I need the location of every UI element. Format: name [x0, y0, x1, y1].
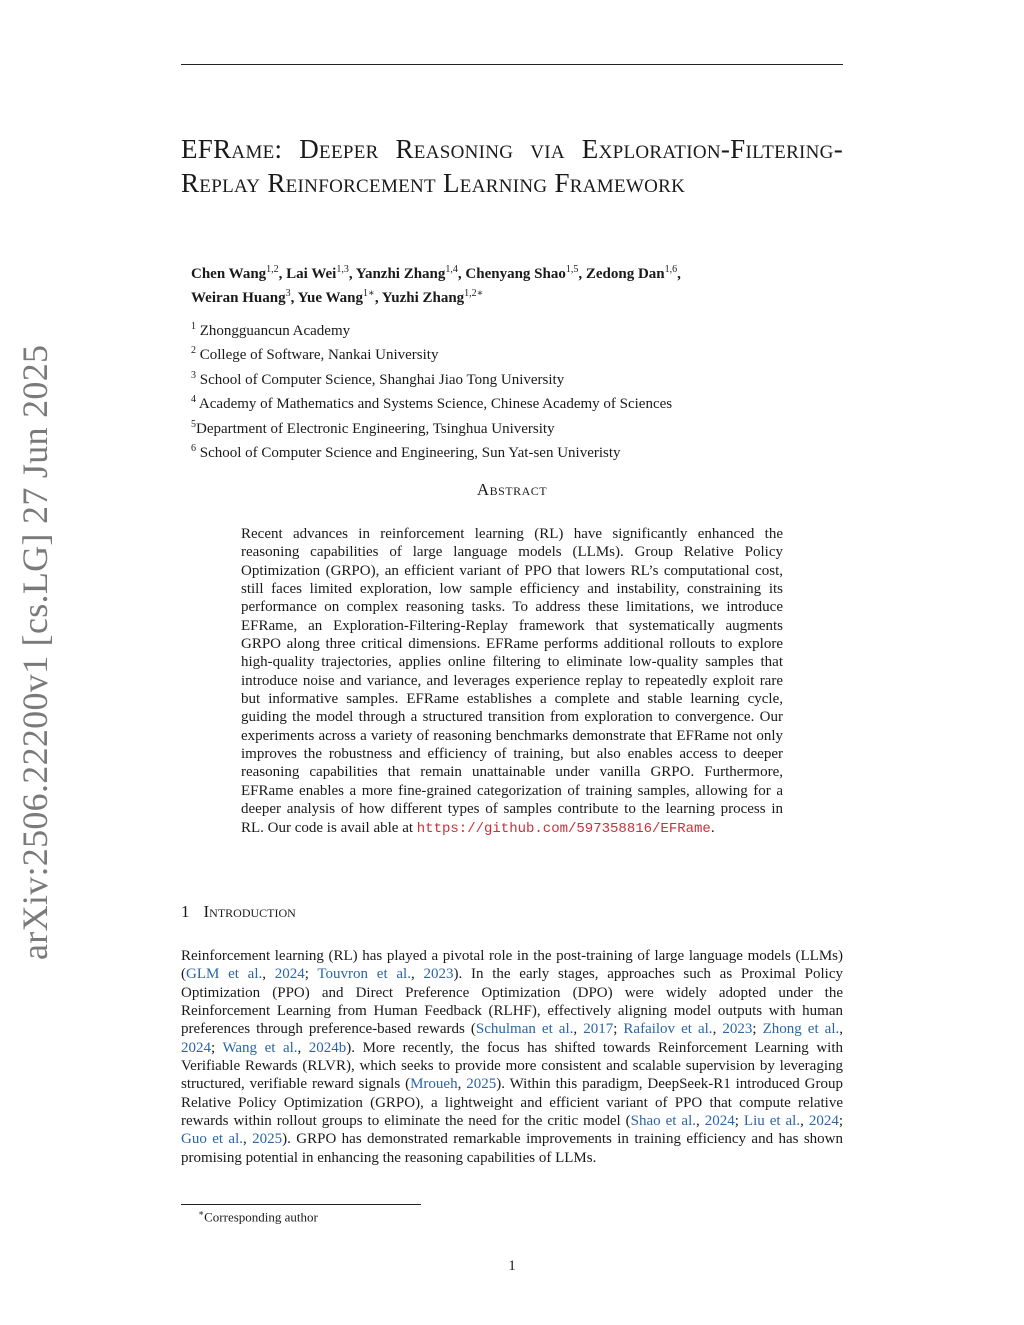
affiliation-number: 4	[191, 394, 196, 406]
affiliation-text: Academy of Mathematics and Systems Science, Chinese Academy of Sciences	[196, 396, 673, 413]
intro-text: ,	[573, 1021, 584, 1038]
intro-text: ,	[297, 1039, 309, 1056]
affiliation-number: 1	[191, 321, 196, 332]
citation-link[interactable]: Schulman et al.	[475, 1021, 574, 1038]
author-affiliation-mark: 1,5	[565, 264, 579, 275]
affiliation-number: 3	[191, 369, 196, 381]
intro-text: ). In the early stages, approaches such as Proximal Policy Optimization (PPO) and Direct Preference Optimization (DPO) were widely adopted under the Reinforcement Learning from Human Feedback (RLHF), effectively aligning model outputs with human preferences through preference-based rewards (	[181, 966, 844, 1038]
citation-link[interactable]: 2024	[181, 1039, 211, 1056]
citation-link[interactable]: 2023	[722, 1021, 753, 1038]
intro-text: ). More recently, the focus has shifted towards Reinforcement Learning with Verifiable Rewards (RLVR), which seeks to provide more consistent and scalable supervision by leveraging structured, verifiable reward signals (	[181, 1039, 843, 1093]
affiliation-list	[191, 317, 831, 463]
citation-link[interactable]: Wang et al.	[222, 1039, 298, 1056]
affiliation-number: 2	[191, 345, 196, 357]
citation-link[interactable]: Guo et al.	[181, 1131, 243, 1148]
author-name: Yuzhi Zhang	[381, 290, 465, 306]
intro-text: ,	[262, 966, 275, 983]
author-affiliation-mark: 1,3	[336, 264, 349, 275]
author-name: Yanzhi Zhang	[355, 266, 446, 282]
citation-link[interactable]: 2024	[274, 966, 305, 983]
abstract-heading: Abstract	[476, 480, 548, 499]
footnote-text: Corresponding author	[204, 1209, 318, 1225]
citation-link[interactable]: 2024	[704, 1113, 735, 1130]
intro-text: ,	[800, 1113, 809, 1130]
author-name: Lai Wei	[286, 266, 337, 282]
intro-text: ). Within this paradigm, DeepSeek-R1 introduced Group Relative Policy Optimization (GRPO), a lightweight and efficient variant of PPO that compute relative rewards within rollout groups to eliminate the need for the critic model (	[181, 1076, 844, 1130]
abstract-text: Recent advances in reinforcement learning (RL) have significantly enhanced the reasoning capabilities of large language models (LLMs). Group Relative Policy Optimization (GRPO), an efficient variant of PPO that lowers RL’s computational cost, still faces limited exploration, low sample efficiency and instability, constraining its performance on complex reasoning tasks. To address these limitations, we introduce EFRame, an Exploration-Filtering-Replay framework that systematically augments GRPO along three critical dimensions. EFRame performs additional rollouts to explore high-quality trajectories, applies online filtering to eliminate low-quality samples that introduce noise and variance, and leverages experience replay to repeatedly exploit rare but informative samples. EFRame establishes a complete and stable learning cycle, guiding the model through a structured transition from exploration to convergence. Our experiments across a variety of reasoning benchmarks demonstrate that EFRame not only improves the robustness and efficiency of training, but also enables access to deeper reasoning capabilities that remain unattainable under vanilla GRPO. Furthermore, EFRame enables a more fine-grained categorization of training samples, allowing for a deeper analysis of how different types of samples contribute to the learning process in RL. Our code is avail able at	[241, 526, 783, 836]
paper-title: EFRame: Deeper Reasoning via Exploration-Filtering-Replay Reinforcement Learning Framework	[181, 134, 843, 198]
intro-text: ;	[211, 1039, 223, 1056]
intro-text: ;	[734, 1113, 744, 1130]
footnote-mark: ∗	[198, 1208, 205, 1218]
introduction-paragraph	[181, 947, 843, 1167]
affiliation-item	[191, 390, 831, 414]
citation-link[interactable]: Rafailov et al.	[623, 1021, 713, 1038]
author-name: Yue Wang	[297, 290, 364, 306]
author-name: Chen Wang	[191, 266, 267, 282]
affiliation-item	[191, 341, 831, 365]
section-title: Introduction	[203, 902, 296, 921]
affiliation-item	[191, 415, 831, 439]
citation-link[interactable]: 2024b	[308, 1039, 347, 1056]
footnote-rule	[181, 1204, 421, 1205]
intro-text: ;	[838, 1113, 844, 1130]
section-number: 1	[181, 902, 190, 921]
citation-link[interactable]: Zhong et al.	[762, 1021, 840, 1038]
citation-link[interactable]: 2024	[808, 1113, 839, 1130]
intro-text: ). GRPO has demonstrated remarkable improvements in training efficiency and has shown promising potential in enhancing the reasoning capabilities of LLMs.	[181, 1131, 844, 1166]
affiliation-number: 5	[191, 418, 196, 430]
abstract-tail: .	[710, 819, 715, 836]
intro-text: Reinforcement learning (RL) has played a pivotal role in the post-training of large language models (LLMs) (	[181, 948, 843, 983]
affiliation-number: 6	[191, 443, 196, 455]
citation-link[interactable]: Shao et al.	[630, 1113, 697, 1130]
intro-text: ;	[613, 1021, 624, 1038]
intro-text: ,	[839, 1021, 844, 1038]
arxiv-stamp: arXiv:2506.22200v1 [cs.LG] 27 Jun 2025	[15, 344, 55, 960]
citation-link[interactable]: 2025	[466, 1076, 497, 1093]
abstract-body	[241, 525, 783, 838]
intro-text: ,	[410, 966, 424, 983]
page-number: 1	[508, 1258, 516, 1274]
citation-link[interactable]: Mroueh	[410, 1076, 458, 1093]
intro-text: ,	[696, 1113, 705, 1130]
author-affiliation-mark: 1∗	[363, 288, 375, 299]
top-rule	[181, 64, 843, 65]
citation-link[interactable]: Touvron et al.	[317, 966, 411, 983]
affiliation-item	[191, 366, 831, 390]
author-affiliation-mark: 1,6	[664, 264, 678, 275]
citation-link[interactable]: 2025	[252, 1131, 283, 1148]
citation-link[interactable]: 2017	[583, 1021, 614, 1038]
author-name: Chenyang Shao	[465, 266, 566, 282]
author-affiliation-mark: 1,2	[266, 264, 279, 275]
affiliation-text: College of Software, Nankai University	[196, 347, 439, 364]
citation-link[interactable]: Liu et al.	[743, 1113, 801, 1130]
intro-text: ,	[457, 1076, 467, 1093]
footnote	[198, 1208, 318, 1225]
intro-text: ,	[243, 1131, 253, 1148]
author-name: Zedong Dan	[585, 266, 665, 282]
affiliation-text: School of Computer Science, Shanghai Jiao Tong University	[196, 371, 565, 388]
intro-text: ;	[752, 1021, 763, 1038]
author-affiliation-mark: 3	[285, 288, 291, 299]
code-link[interactable]: https://github.com/597358816/EFRame	[416, 820, 711, 837]
affiliation-item	[191, 317, 831, 341]
affiliation-text: Department of Electronic Engineering, Tsinghua University	[196, 420, 555, 437]
affiliation-item	[191, 439, 831, 463]
author-affiliation-mark: 1,2∗	[464, 288, 484, 299]
author-affiliation-mark: 1,4	[445, 264, 458, 275]
affiliation-text: Zhongguancun Academy	[196, 323, 351, 339]
section-heading-introduction	[181, 902, 296, 922]
affiliation-text: School of Computer Science and Engineering, Sun Yat-sen Univeristy	[196, 445, 621, 462]
citation-link[interactable]: 2023	[423, 966, 454, 983]
author-list: Chen Wang$^{1,2}$, Lai Wei$^{1,3}$, Yanzhi Zhang$^{1,4}$, Chenyang Shao$^{1,5}$, Zedong Dan$^{1,6}$, Weiran Huang$^3$, Yue Wang$^{1∗}$, Yuzhi Zhang$^{1,2∗}$	[191, 264, 681, 306]
intro-text: ,	[712, 1021, 723, 1038]
intro-text: ;	[304, 966, 318, 983]
citation-link[interactable]: GLM et al.	[186, 966, 263, 983]
author-name: Weiran Huang	[191, 290, 286, 306]
